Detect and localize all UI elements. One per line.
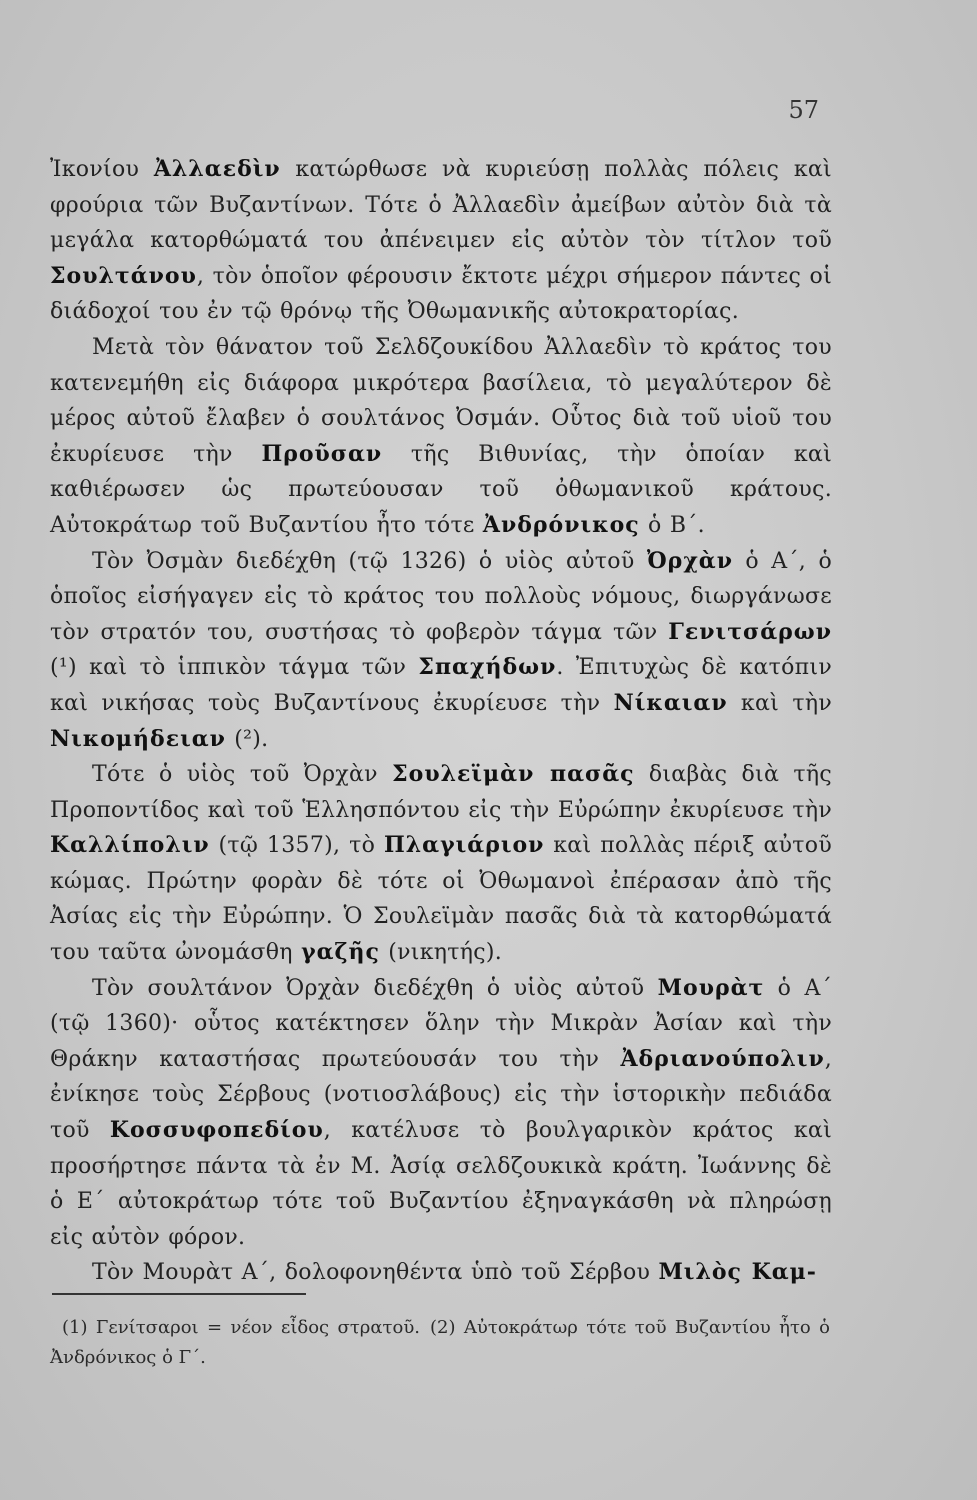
text-run: διαβὰς διὰ τῆς Προποντίδος καὶ τοῦ Ἑλλησπόντου εἰς τὴν Εὐρώπην ἐκυρίευσε τὴν <box>50 762 832 823</box>
footnotes <box>50 1313 830 1373</box>
bold-term: Σουλτάνου <box>50 262 197 289</box>
text-run: κατώρθωσε νὰ κυριεύσῃ πολλὰς πόλεις καὶ φρούρια τῶν Βυζαντίνων. Τότε ὁ Ἀλλαεδὶν ἀμείβων αὐτὸν διὰ τὰ μεγάλα κατορθώματά του ἀπένειμεν εἰς αὐτὸν τὸν τίτλον τοῦ <box>50 157 832 254</box>
text-run: (νικητής). <box>379 940 502 966</box>
paragraph <box>50 330 832 544</box>
text-run: (¹) καὶ τὸ ἱππικὸν τάγμα τῶν <box>50 655 419 681</box>
bold-term: Νίκαιαν <box>613 689 728 716</box>
paragraph <box>50 152 832 330</box>
bold-term: Σουλεϊμὰν πασᾶς <box>392 761 635 788</box>
bold-term: Πλαγιάριον <box>383 832 545 859</box>
text-run: καὶ τὴν <box>727 690 832 716</box>
page-number: 57 <box>788 96 819 124</box>
paragraph <box>50 544 832 758</box>
text-run: Τὸν σουλτάνον Ὀρχὰν διεδέχθη ὁ υἱὸς αὐτοῦ <box>92 975 658 1001</box>
paragraph <box>50 1255 832 1291</box>
bold-term: Σπαχήδων <box>418 654 557 681</box>
text-run: . Ἐπιτυχὼς δὲ κατόπιν καὶ νικήσας τοὺς Βυζαντίνους ἐκυρίευσε τὴν <box>50 655 832 716</box>
footnote-separator <box>52 1293 306 1295</box>
bold-term: Μιλὸς Καμ- <box>658 1259 817 1286</box>
footnote-2: (2) Αὐτοκράτωρ τότε τοῦ Βυζαντίου ἦτο ὁ Ἀνδρόνικος ὁ Γ΄. <box>50 1317 830 1368</box>
text-run: Τότε ὁ υἱὸς τοῦ Ὀρχὰν <box>92 762 393 788</box>
text-run: , κατέλυσε τὸ βουλγαρικὸν κράτος καὶ προσήρτησε πάντα τὰ ἐν Μ. Ἀσίᾳ σελδζουκικὰ κράτη. Ἰωάννης δὲ ὁ Ε΄ αὐτοκράτωρ τότε τοῦ Βυζαντίου ἐξηναγκάσθη νὰ πληρώσῃ εἰς αὐτὸν φόρον. <box>50 1118 833 1250</box>
text-run: Τὸν Ὀσμὰν διεδέχθη (τῷ 1326) ὁ υἱὸς αὐτοῦ <box>92 548 647 574</box>
text-run: , τὸν ὁποῖον φέρουσιν ἔκτοτε μέχρι σήμερον πάντες οἱ διάδοχοί του ἐν τῷ θρόνῳ τῆς Ὀθωμανικῆς αὐτοκρατορίας. <box>50 263 832 325</box>
bold-term: Ἀλλαεδὶν <box>153 156 281 182</box>
bold-term: Νικομήδειαν <box>50 725 226 752</box>
paragraph <box>50 757 832 971</box>
text-run: (²). <box>225 726 269 752</box>
body-text <box>50 152 832 1291</box>
bold-term: γαζῆς <box>301 939 380 966</box>
text-run: ὁ Α΄, ὁ ὁποῖος εἰσήγαγεν εἰς τὸ κράτος του πολλοὺς νόμους, διωργάνωσε τὸν στρατόν του, συστήσας τὸ φοβερὸν τάγμα τῶν <box>50 548 832 645</box>
bold-term: Ἀνδρόνικος <box>482 511 640 538</box>
text-run: Μετὰ τὸν θάνατον τοῦ Σελδζουκίδου Ἀλλαεδὶν τὸ κράτος του κατενεμήθη εἰς διάφορα μικρότερα βασίλεια, τὸ μεγαλύτερον δὲ μέρος αὐτοῦ ἔλαβεν ὁ σουλτάνος Ὀσμάν. Οὗτος διὰ τοῦ υἱοῦ του ἐκυρίευσε τὴν <box>50 334 832 467</box>
bold-term: Ὀρχὰν <box>646 547 733 574</box>
bold-term: Γενιτσάρων <box>668 618 832 645</box>
footnote-line <box>50 1313 830 1373</box>
paragraph <box>50 971 832 1256</box>
text-run: Τὸν Μουρὰτ Α΄, δολοφονηθέντα ὑπὸ τοῦ Σέρβου <box>92 1260 659 1286</box>
footnote-1: (1) Γενίτσαροι = νέον εἶδος στρατοῦ. <box>62 1317 420 1338</box>
bold-term: Ἀδριανούπολιν <box>620 1045 825 1072</box>
text-run: (τῷ 1357), τὸ <box>209 833 384 859</box>
text-run: τῆς Βιθυνίας, τὴν ὁποίαν καὶ καθιέρωσεν ὡς πρωτεύουσαν τοῦ ὀθωμανικοῦ κράτους. Αὐτοκράτωρ τοῦ Βυζαντίου ἦτο τότε <box>50 441 832 538</box>
text-run: ὁ Α΄ (τῷ 1360)· οὗτος κατέκτησεν ὅλην τὴν Μικρὰν Ἀσίαν καὶ τὴν Θράκην καταστήσας πρωτεύουσάν του τὴν <box>50 975 832 1072</box>
text-run: , ἐνίκησε τοὺς Σέρβους (νοτιοσλάβους) εἰς τὴν ἱστορικὴν πεδιάδα τοῦ <box>50 1046 832 1144</box>
bold-term: Κοσσυφοπεδίου <box>109 1117 324 1144</box>
text-run: ὁ Β΄. <box>639 512 705 538</box>
text-run: καὶ πολλὰς πέριξ αὐτοῦ κώμας. Πρώτην φορὰν δὲ τότε οἱ Ὀθωμανοὶ ἐπέρασαν ἀπὸ τῆς Ἀσίας εἰς τὴν Εὐρώπην. Ὁ Σουλεϊμὰν πασᾶς διὰ τὰ κατορθώματά του ταῦτα ὠνομάσθη <box>50 833 832 966</box>
bold-term: Προῦσαν <box>261 440 383 467</box>
text-run: Ἰκονίου <box>50 157 154 182</box>
bold-term: Μουρὰτ <box>657 974 765 1001</box>
bold-term: Καλλίπολιν <box>50 832 210 859</box>
